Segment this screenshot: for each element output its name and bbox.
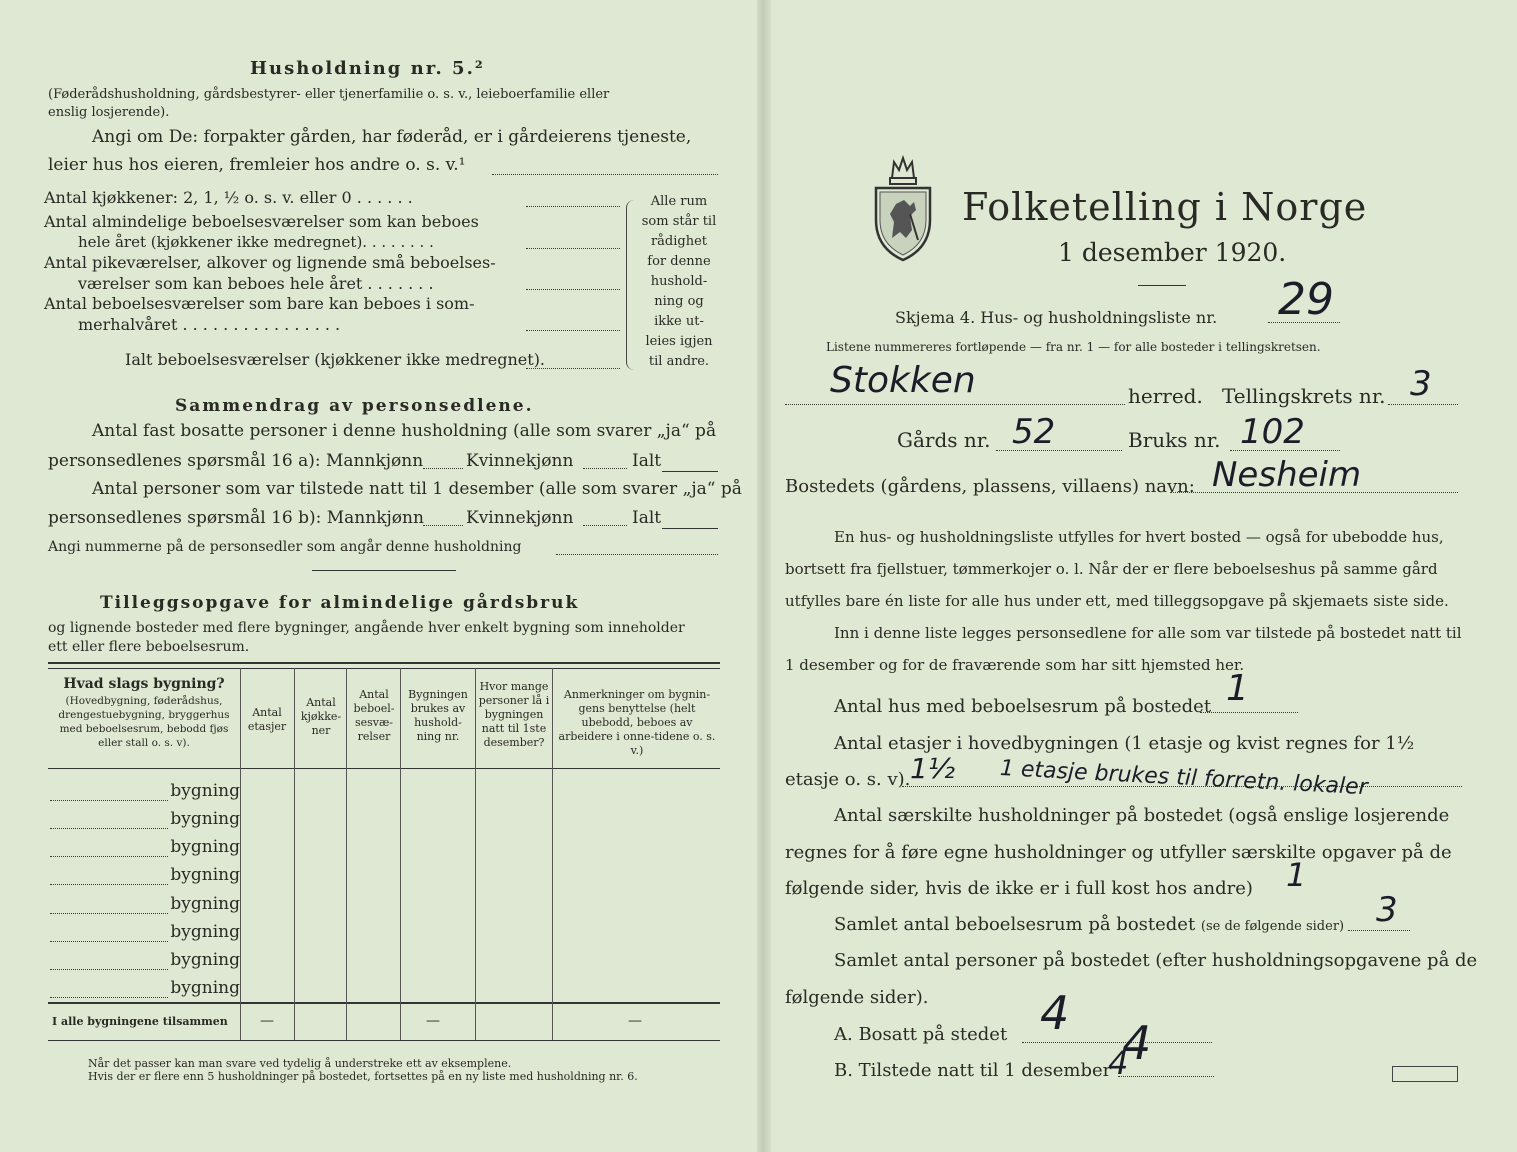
question-line-1: Angi om De: forpakter gården, har føderåd, er i gårdeierens tjeneste, xyxy=(92,127,692,147)
col-used-by: Bygningen brukes av hushold-ning nr. xyxy=(408,688,468,743)
instruction-3: utfylles bare én liste for alle hus under ett, med tilleggsopgave på skjemaets siste side. xyxy=(785,592,1449,610)
side-note-line: rådighet xyxy=(650,234,708,249)
numbers-line: Angi nummerne på de personsedler som angår denne husholdning xyxy=(48,539,522,555)
summary-title: Sammendrag av personsedlene. xyxy=(175,396,534,416)
personer-label-1: Samlet antal personer på bostedet (efter husholdningsopgavene på de xyxy=(834,950,1478,971)
bruks-label: Bruks nr. xyxy=(1128,428,1221,452)
etasjer-label-1: Antal etasjer i hovedbygningen (1 etasje og kvist regnes for 1½ xyxy=(834,733,1415,754)
etasjer-value: 1½ xyxy=(910,752,955,785)
addendum-text-2: ett eller flere beboelsesrum. xyxy=(48,639,250,655)
etasjer-label-2: etasje o. s. v). xyxy=(785,769,911,790)
total-remarks-dash: — xyxy=(628,1013,642,1029)
instruction-1: En hus- og husholdningsliste utfylles for hvert bosted — også for ubebodde hus, xyxy=(834,528,1444,546)
summary-present-line: Antal personer som var tilstede natt til 1 desember (alle som svarer „ja“ på xyxy=(92,479,742,499)
summary-resident-line: Antal fast bosatte personer i denne husholdning (alle som svarer „ja“ på xyxy=(92,421,717,441)
census-date: 1 desember 1920. xyxy=(1058,238,1287,267)
side-note-line: til andre. xyxy=(648,354,710,369)
herred-value: Stokken xyxy=(830,360,976,401)
row-label: bygning xyxy=(170,809,240,829)
footnote-1: Når det passer kan man svare ved tydelig å understreke ett av eksemplene. xyxy=(88,1057,512,1070)
summary-present-female: Kvinnekjønn xyxy=(466,508,574,528)
col-floors: Antal etasjer xyxy=(247,706,287,733)
row-label: bygning xyxy=(170,865,240,885)
household-intro-line-2: enslig losjerende). xyxy=(48,105,170,120)
rooms-kitchens: Antal kjøkkener: 2, 1, ½ o. s. v. eller 0 . . . . . . xyxy=(44,188,413,207)
census-title: Folketelling i Norge xyxy=(962,185,1368,229)
gards-label: Gårds nr. xyxy=(897,428,991,452)
total-floors-dash: — xyxy=(260,1013,274,1029)
schema-value: 29 xyxy=(1278,274,1334,325)
footnote-2: Hvis der er flere enn 5 husholdninger på bostedet, fortsettes på en ny liste med husholdning nr. 6. xyxy=(88,1070,638,1083)
gards-value: 52 xyxy=(1012,412,1056,452)
etasjer-note: 1 etasje brukes til forretn. lokaler xyxy=(999,756,1369,801)
side-note-line: Alle rum xyxy=(650,194,708,209)
col-persons: Hvor mange personer lå i bygningen natt til 1ste desember? xyxy=(478,680,550,749)
total-row-label: I alle bygningene tilsammen xyxy=(52,1015,228,1028)
hushold-label-1: Antal særskilte husholdninger på bostedet (også enslige losjerende xyxy=(834,805,1450,826)
hus-line xyxy=(1200,712,1298,713)
row-label: bygning xyxy=(170,781,240,801)
hus-value: 1 xyxy=(1226,668,1249,709)
side-note-line: leies igjen xyxy=(645,334,713,349)
krets-value: 3 xyxy=(1410,364,1432,404)
instruction-5: 1 desember og for de fraværende som har sitt hjemsted her. xyxy=(785,656,1245,674)
summary-present-male: personsedlenes spørsmål 16 b): Mannkjønn xyxy=(48,508,424,528)
hushold-label-2: regnes for å føre egne husholdninger og utfyller særskilte opgaver på de xyxy=(785,842,1452,863)
rooms-ordinary: Antal almindelige beboelsesværelser som kan beboes xyxy=(44,212,479,231)
bruks-value: 102 xyxy=(1240,412,1305,452)
summary-resident-total: Ialt xyxy=(632,451,662,471)
bosted-value: Nesheim xyxy=(1212,455,1362,495)
krets-line xyxy=(1388,404,1458,405)
hus-label: Antal hus med beboelsesrum på bostedet xyxy=(834,696,1212,717)
norway-coat-of-arms-icon xyxy=(870,152,936,264)
bosatt-value-2: 4 xyxy=(1122,1016,1152,1070)
rum-label-small: (se de følgende sider) xyxy=(1200,919,1345,934)
instruction-4: Inn i denne liste legges personsedlene for alle som var tilstede på bostedet natt til xyxy=(834,624,1462,642)
tilstede-label: B. Tilstede natt til 1 desember xyxy=(834,1060,1112,1081)
rooms-summer-cont: merhalvåret . . . . . . . . . . . . . . . . xyxy=(78,315,341,334)
row-label: bygning xyxy=(170,922,240,942)
col-kitchens: Antal kjøkke-ner xyxy=(300,696,342,737)
addendum-title: Tilleggsopgave for almindelige gårdsbruk xyxy=(100,593,580,613)
household-intro-line-1: (Føderådshusholdning, gårdsbestyrer- eller tjenerfamilie o. s. v., leieboerfamilie eller xyxy=(48,87,610,102)
rooms-maids: Antal pikeværelser, alkover og lignende små beboelses- xyxy=(44,253,496,272)
rum-line xyxy=(1348,930,1410,931)
schema-label: Skjema 4. Hus- og husholdningsliste nr. xyxy=(895,308,1218,327)
side-note-line: ning og xyxy=(654,294,704,309)
rooms-ordinary-cont: hele året (kjøkkener ikke medregnet). . . . . . . . xyxy=(78,233,434,251)
rum-value: 3 xyxy=(1376,890,1398,930)
bosatt-value: 4 xyxy=(1040,986,1070,1040)
side-note-line: ikke ut- xyxy=(654,314,704,329)
row-label: bygning xyxy=(170,950,240,970)
household-title: Husholdning nr. 5.² xyxy=(250,58,485,79)
row-label: bygning xyxy=(170,894,240,914)
tilstede-value: 4 xyxy=(1108,1044,1129,1082)
hushold-label-3: følgende sider, hvis de ikke er i full kost hos andre) xyxy=(785,878,1253,899)
rooms-summer: Antal beboelsesværelser som bare kan beboes i som- xyxy=(44,294,475,313)
col-building-title: Hvad slags bygning? xyxy=(63,676,225,692)
krets-label: Tellingskrets nr. xyxy=(1222,384,1386,408)
row-label: bygning xyxy=(170,837,240,857)
numbering-note: Listene nummereres fortløpende — fra nr. 1 — for alle bosteder i tellingskretsen. xyxy=(826,340,1321,354)
summary-resident-female: Kvinnekjønn xyxy=(466,451,574,471)
row-label: bygning xyxy=(170,978,240,998)
printer-stamp-icon xyxy=(1392,1066,1458,1082)
rooms-maids-cont: værelser som kan beboes hele året . . . . . . . xyxy=(78,274,434,293)
question-line-2: leier hus hos eieren, fremleier hos andre o. s. v.¹ xyxy=(48,155,466,175)
tilstede-line xyxy=(1118,1076,1214,1077)
side-note-line: hushold- xyxy=(650,274,708,289)
title-divider xyxy=(1138,285,1186,286)
bosted-label: Bostedets (gårdens, plassens, villaens) navn: xyxy=(785,476,1195,497)
side-note-line: for denne xyxy=(647,254,711,269)
addendum-text-1: og lignende bosteder med flere bygninger, angående hver enkelt bygning som inneholder xyxy=(48,620,685,636)
herred-label: herred. xyxy=(1128,384,1203,408)
rum-label xyxy=(834,914,1344,935)
side-note-line: som står til xyxy=(641,214,717,229)
summary-present-total: Ialt xyxy=(632,508,662,528)
bosatt-line xyxy=(1022,1042,1212,1043)
instruction-2: bortsett fra fjellstuer, tømmerkojer o. l. Når der er flere beboelseshus på samme gård xyxy=(785,560,1438,578)
hushold-value: 1 xyxy=(1286,856,1307,894)
rooms-total: Ialt beboelsesværelser (kjøkkener ikke medregnet). xyxy=(125,350,546,369)
col-remarks: Anmerkninger om bygnin-gens benyttelse (helt ubebodd, beboes av arbeidere i onne-tidene o. s. v.) xyxy=(558,688,716,757)
total-usedby-dash: — xyxy=(426,1013,440,1029)
personer-label-2: følgende sider). xyxy=(785,987,929,1008)
col-rooms: Antal beboel-sesvæ-relser xyxy=(353,688,395,743)
rum-label-text: Samlet antal beboelsesrum på bostedet xyxy=(834,914,1196,935)
summary-resident-male: personsedlenes spørsmål 16 a): Mannkjønn xyxy=(48,451,424,471)
herred-line xyxy=(785,404,1125,405)
bosatt-label: A. Bosatt på stedet xyxy=(834,1024,1008,1045)
col-building-sub: (Hovedbygning, føderådshus, drengestuebygning, bryggerhus med beboelsesrum, bebodd fjøs eller stall o. s. v). xyxy=(58,695,230,749)
